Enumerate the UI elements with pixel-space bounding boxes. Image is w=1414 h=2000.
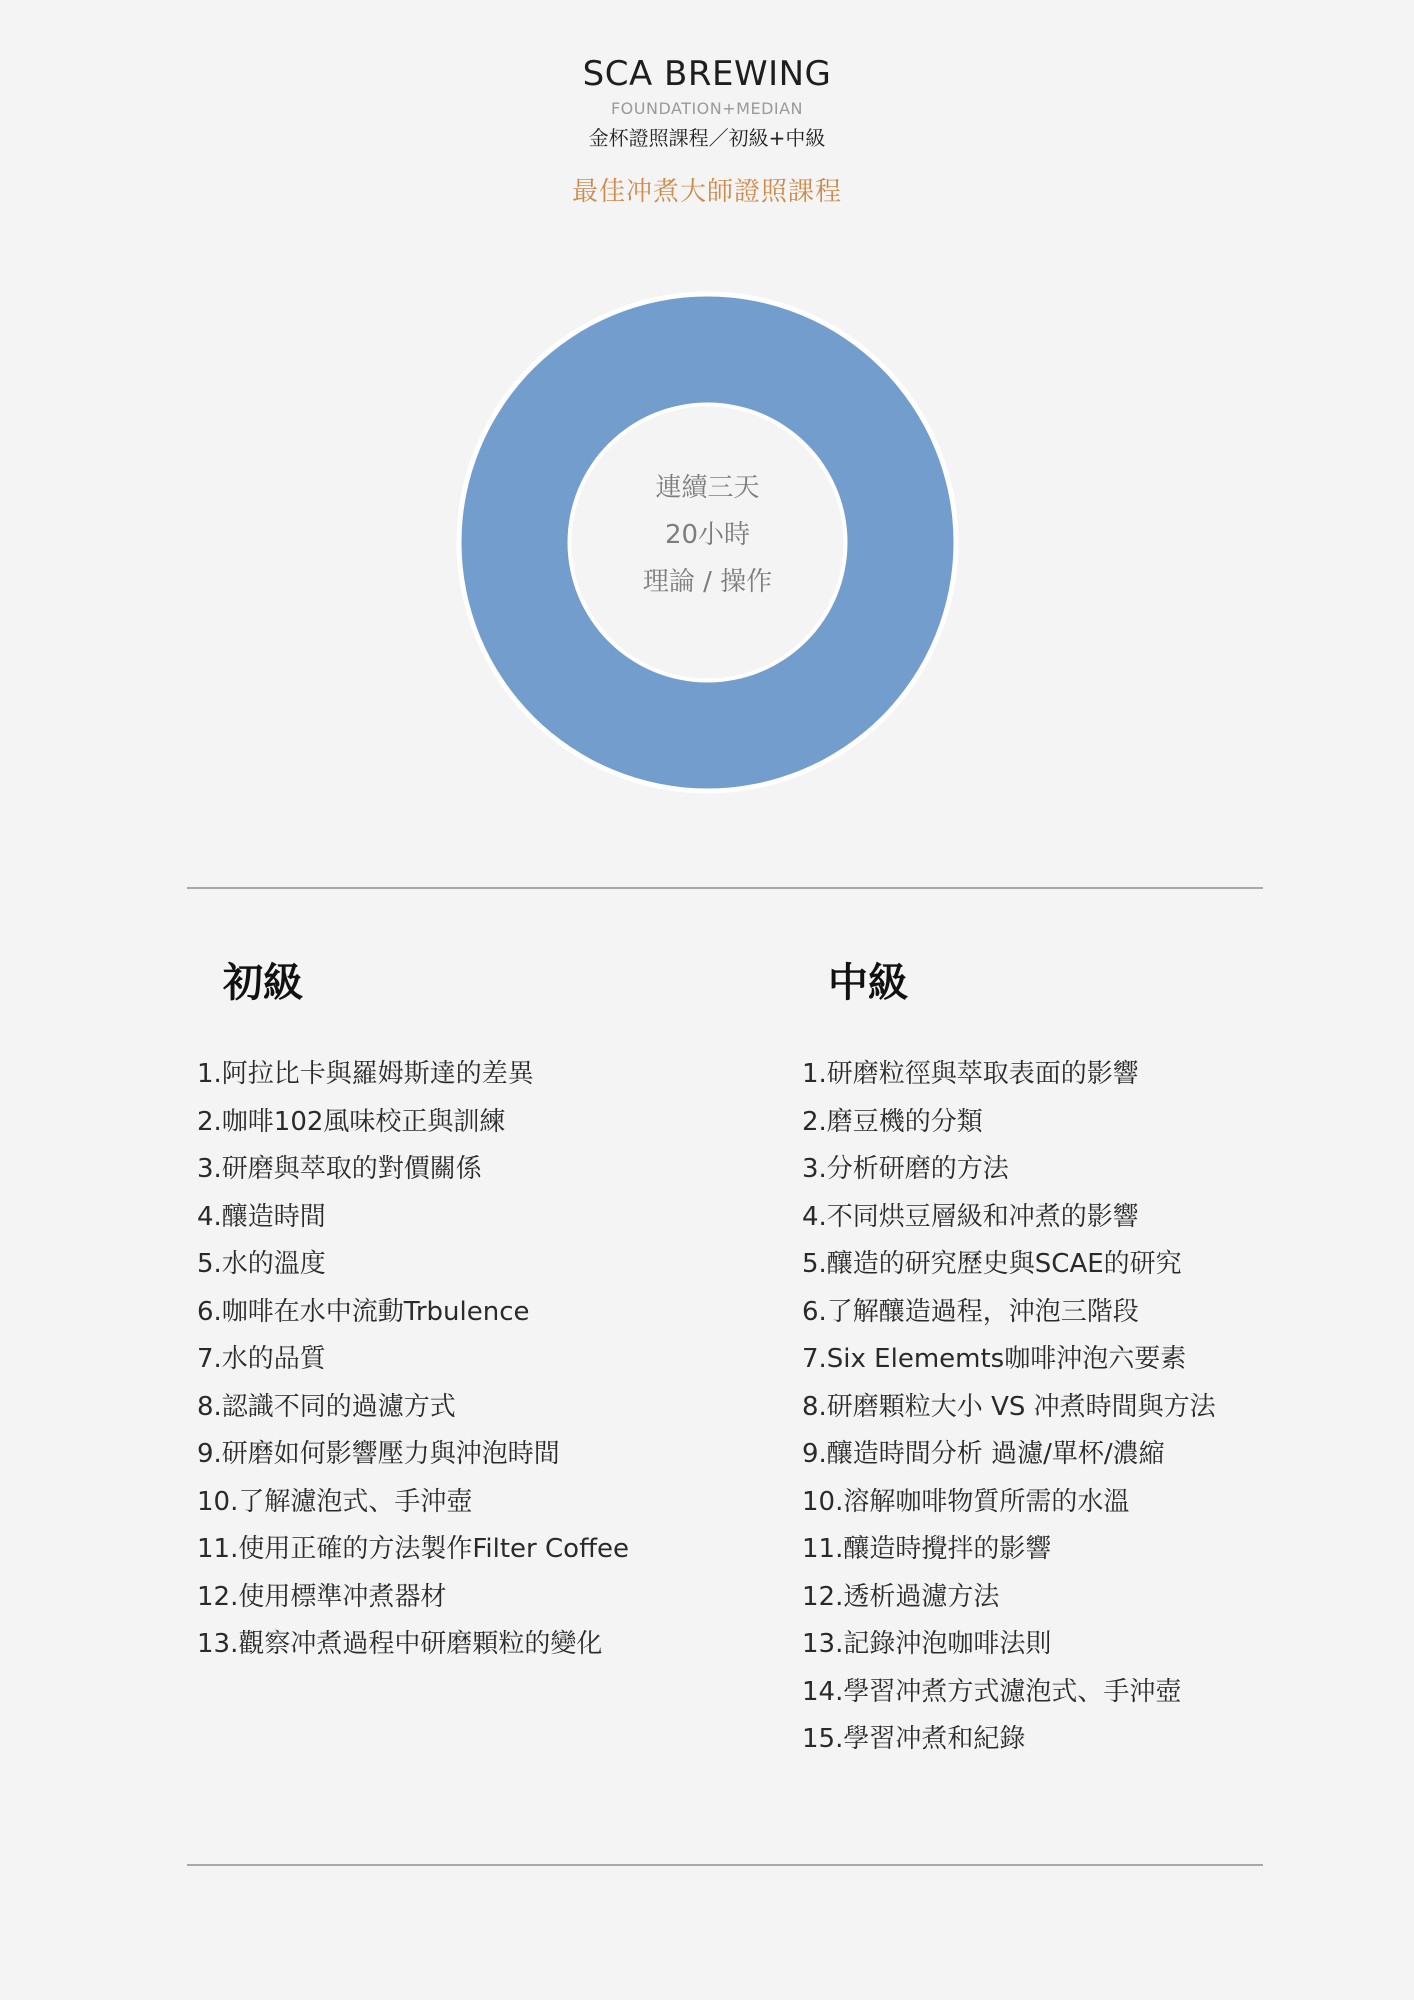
- top-divider: [187, 887, 1263, 889]
- beginner-item: 9.研磨如何影響壓力與沖泡時間: [197, 1439, 560, 1469]
- page-header: [0, 52, 1414, 210]
- intermediate-item: 1.研磨粒徑與萃取表面的影響: [802, 1059, 1139, 1089]
- beginner-column: [197, 955, 757, 1669]
- intermediate-item: 6.了解釀造過程，沖泡三階段: [802, 1296, 1139, 1327]
- tagline: 最佳冲煮大師證照課程: [571, 177, 842, 207]
- beginner-item: 10.了解濾泡式、手沖壺: [197, 1486, 473, 1517]
- intermediate-item: 15.學習冲煮和紀錄: [802, 1724, 1026, 1754]
- page-subtitle: FOUNDATION+MEDIAN: [610, 99, 804, 118]
- beginner-item: 6.咖啡在水中流動Trbulence: [197, 1296, 530, 1327]
- intermediate-item: 9.釀造時間分析 過濾/單杯/濃縮: [802, 1439, 1165, 1469]
- beginner-item: 13.觀察冲煮過程中研磨顆粒的變化: [197, 1629, 603, 1659]
- beginner-item: 4.釀造時間: [197, 1201, 326, 1232]
- intermediate-column: [802, 955, 1282, 1764]
- beginner-item: 5.水的溫度: [197, 1249, 326, 1279]
- intermediate-item: 4.不同烘豆層級和冲煮的影響: [802, 1201, 1139, 1232]
- course-line: 金杯證照課程／初級+中級: [588, 126, 826, 150]
- intermediate-item: 3.分析研磨的方法: [802, 1154, 1009, 1184]
- beginner-item: 3.研磨與萃取的對價關係: [197, 1154, 482, 1184]
- intermediate-item: 14.學習冲煮方式濾泡式、手沖壺: [802, 1676, 1182, 1707]
- intermediate-item: 10.溶解咖啡物質所需的水溫: [802, 1486, 1130, 1517]
- page-title: SCA BREWING: [582, 54, 832, 94]
- donut-line-format: 理論 / 操作: [642, 567, 773, 597]
- intermediate-item: 12.透析過濾方法: [802, 1581, 1000, 1612]
- intermediate-item: 13.記錄沖泡咖啡法則: [802, 1629, 1052, 1659]
- intermediate-item: 8.研磨顆粒大小 VS 冲煮時間與方法: [802, 1391, 1216, 1422]
- intermediate-item: 5.釀造的研究歷史與SCAE的研究: [802, 1249, 1182, 1279]
- beginner-item: 2.咖啡102風味校正與訓練: [197, 1106, 506, 1137]
- bottom-divider: [187, 1864, 1263, 1866]
- beginner-heading: 初級: [223, 960, 303, 1006]
- donut-line-hours: 20小時: [664, 520, 751, 550]
- beginner-item: 7.水的品質: [197, 1344, 326, 1374]
- donut-line-days: 連續三天: [655, 473, 760, 503]
- donut-label: [455, 465, 960, 606]
- beginner-item: 8.認識不同的過濾方式: [197, 1391, 456, 1422]
- beginner-list: [197, 1051, 757, 1669]
- intermediate-item: 7.Six Elememts咖啡沖泡六要素: [802, 1344, 1187, 1374]
- beginner-item: 11.使用正確的方法製作Filter Coffee: [197, 1534, 629, 1564]
- intermediate-list: [802, 1051, 1282, 1764]
- beginner-item: 1.阿拉比卡與羅姆斯達的差異: [197, 1059, 534, 1089]
- intermediate-item: 2.磨豆機的分類: [802, 1106, 983, 1137]
- intermediate-item: 11.釀造時攪拌的影響: [802, 1534, 1052, 1564]
- beginner-item: 12.使用標準冲煮器材: [197, 1581, 447, 1612]
- intermediate-heading: 中級: [828, 960, 908, 1006]
